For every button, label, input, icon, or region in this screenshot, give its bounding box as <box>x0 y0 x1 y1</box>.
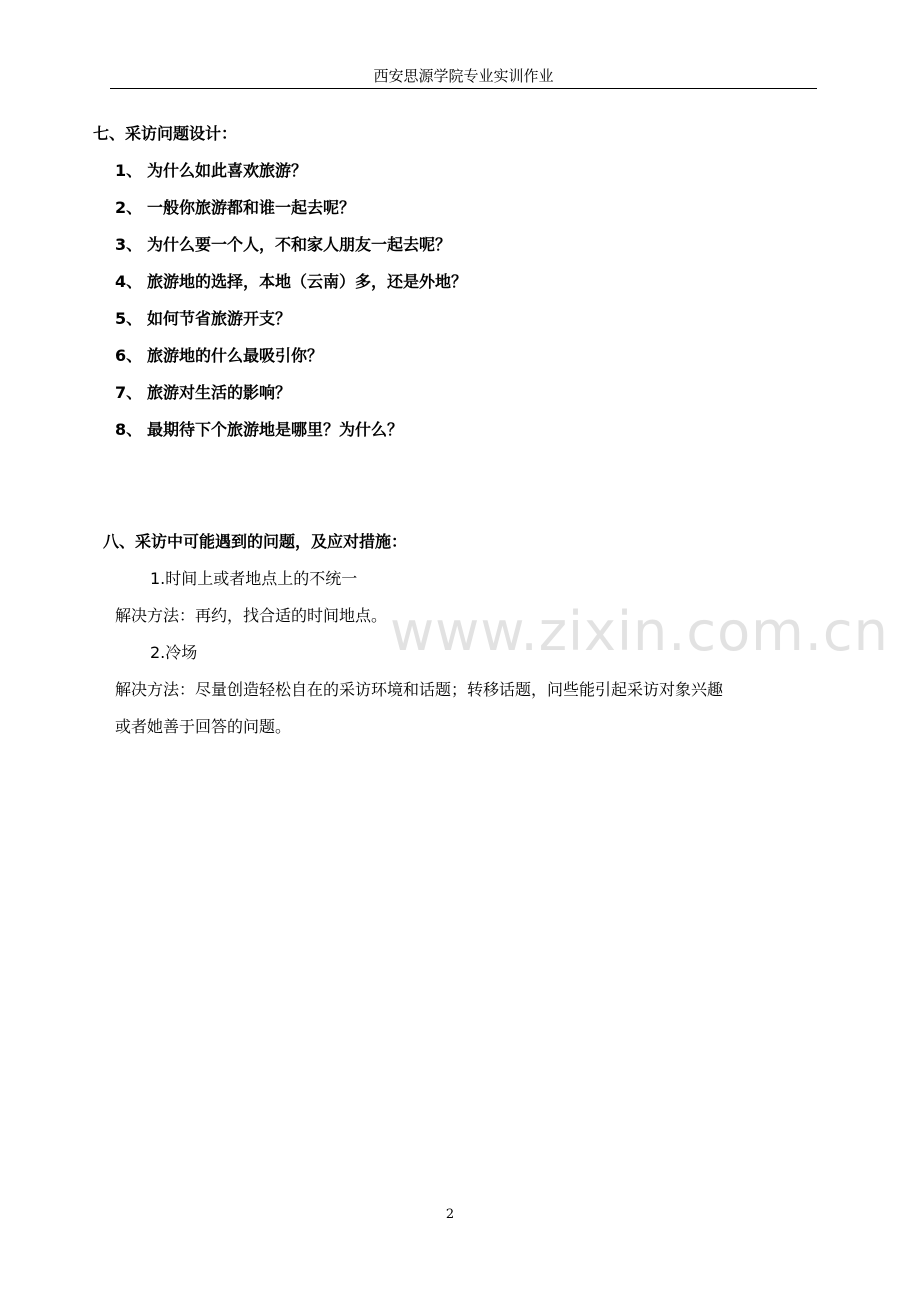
question-number: 2、 <box>115 198 143 217</box>
question-number: 4、 <box>115 272 143 291</box>
question-number: 6、 <box>115 346 143 365</box>
question-text: 最期待下个旅游地是哪里？为什么？ <box>147 420 404 439</box>
question-text: 如何节省旅游开支？ <box>147 309 292 328</box>
question-number: 3、 <box>115 235 143 254</box>
watermark-text: www.zixin.com.cn <box>390 600 889 663</box>
problem-2-text: 2.冷场 <box>150 643 198 662</box>
question-item <box>115 308 291 330</box>
question-text: 旅游对生活的影响？ <box>147 383 292 402</box>
question-item <box>115 419 403 441</box>
question-item <box>115 345 323 367</box>
page-number: 2 <box>445 1207 455 1222</box>
solution-1-text: 解决方法：再约，找合适的时间地点。 <box>115 606 388 625</box>
question-item <box>115 197 355 219</box>
question-text: 一般你旅游都和谁一起去呢？ <box>147 198 356 217</box>
problem-1-text: 1.时间上或者地点上的不统一 <box>150 569 358 588</box>
page-header-title: 西安思源学院专业实训作业 <box>373 67 554 85</box>
question-number: 8、 <box>115 420 143 439</box>
question-item <box>115 382 291 404</box>
section-8-heading: 八、采访中可能遇到的问题，及应对措施： <box>103 532 408 551</box>
section-7-heading: 七、采访问题设计： <box>93 124 238 143</box>
question-text: 为什么要一个人，不和家人朋友一起去呢？ <box>147 235 452 254</box>
header-divider <box>110 88 817 89</box>
question-number: 5、 <box>115 309 143 328</box>
question-number: 1、 <box>115 161 143 180</box>
question-number: 7、 <box>115 383 143 402</box>
solution-2-text-line2: 或者她善于回答的问题。 <box>115 717 292 736</box>
question-item <box>115 234 451 256</box>
question-text: 为什么如此喜欢旅游？ <box>147 161 308 180</box>
question-item <box>115 160 307 182</box>
solution-2-text-line1: 解决方法：尽量创造轻松自在的采访环境和话题；转移话题，问些能引起采访对象兴趣 <box>115 680 724 699</box>
question-text: 旅游地的选择，本地（云南）多，还是外地？ <box>147 272 468 291</box>
question-text: 旅游地的什么最吸引你？ <box>147 346 324 365</box>
question-item <box>115 271 467 293</box>
